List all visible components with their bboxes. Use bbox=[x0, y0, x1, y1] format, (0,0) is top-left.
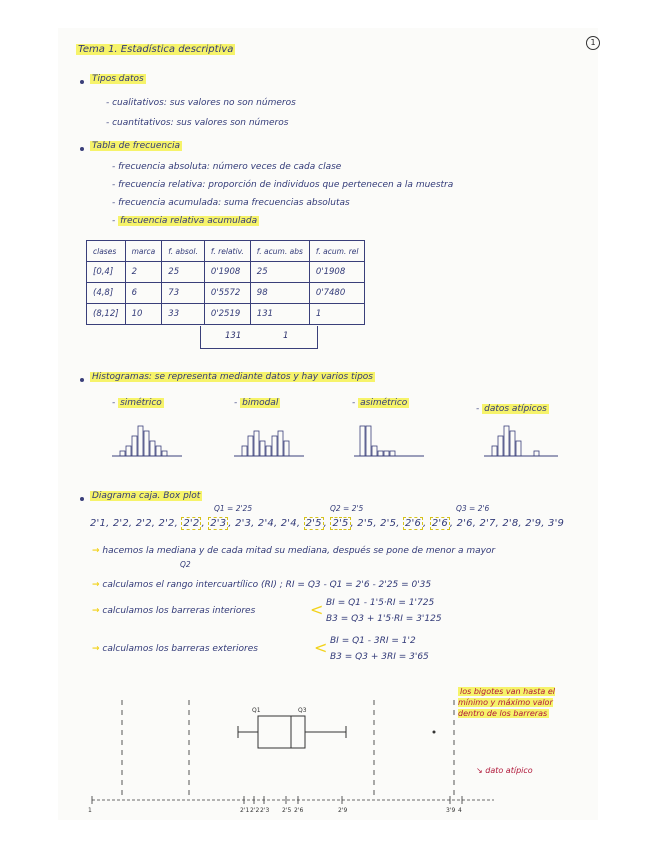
table-cell: 1 bbox=[309, 304, 365, 325]
hist-bar bbox=[120, 451, 125, 456]
data-value: 2'1 bbox=[90, 518, 107, 529]
data-value: 2'5 bbox=[357, 518, 374, 529]
step-4: → calculamos los barreras exteriores bbox=[92, 644, 258, 654]
table-cell: 25 bbox=[250, 262, 309, 283]
data-value: 2'5 bbox=[332, 518, 349, 529]
hist-bar bbox=[162, 451, 167, 456]
histogram-outliers bbox=[484, 420, 558, 460]
data-value: 2'8 bbox=[502, 518, 519, 529]
hist-bar bbox=[278, 431, 283, 456]
freq-item: - frecuencia relativa acumulada bbox=[112, 216, 258, 226]
table-header: marca bbox=[125, 241, 162, 262]
frequency-table bbox=[86, 240, 365, 325]
freq-item: - frecuencia acumulada: suma frecuencias absolutas bbox=[112, 198, 350, 208]
q3-label: Q3 = 2'6 bbox=[456, 504, 490, 513]
table-header: f. acum. abs bbox=[250, 241, 309, 262]
data-value: 3'9 bbox=[548, 518, 565, 529]
hist-bar bbox=[272, 436, 277, 456]
plot-q1-label: Q1 bbox=[252, 707, 261, 714]
hist-bar bbox=[384, 451, 389, 456]
table-cell: 33 bbox=[162, 304, 205, 325]
hist-bar bbox=[284, 441, 289, 456]
step-1: → hacemos la mediana y de cada mitad su mediana, después se pone de menor a mayor bbox=[92, 546, 496, 556]
tipo-item: - cuantitativos: sus valores son números bbox=[106, 118, 289, 128]
data-value: 2'6 bbox=[456, 518, 473, 529]
ordered-data: 2'1, 2'2, 2'2, 2'2, 2'2 , 2'3 , 2'3, 2'4, 2'4, 2'5 , 2'5 , 2'5, 2'5, 2'6 , 2'6 , 2'6, 2'7, 2'8, 2'9, 3'9 bbox=[90, 518, 565, 529]
table-cell: 25 bbox=[162, 262, 205, 283]
hist-bar bbox=[156, 446, 161, 456]
box bbox=[258, 716, 305, 748]
hist-bar bbox=[366, 426, 371, 456]
step-1-sub: Q2 bbox=[180, 560, 191, 569]
brace-icon: < bbox=[310, 600, 324, 619]
table-row bbox=[87, 304, 365, 325]
brace-icon: < bbox=[314, 638, 328, 657]
axis-tick-label: 4 bbox=[458, 807, 462, 814]
table-row bbox=[87, 262, 365, 283]
table-cell: 73 bbox=[162, 283, 205, 304]
total-absolute: 131 bbox=[225, 331, 242, 341]
hist-bar bbox=[266, 446, 271, 456]
data-value: 2'3 bbox=[210, 518, 227, 529]
hist-bar bbox=[360, 426, 365, 456]
table-cell: [0,4] bbox=[87, 262, 126, 283]
hist-bar bbox=[248, 436, 253, 456]
axis-tick-label: 1 bbox=[88, 807, 92, 814]
table-cell: 98 bbox=[250, 283, 309, 304]
plot-q3-label: Q3 bbox=[298, 707, 307, 714]
bullet bbox=[80, 497, 84, 501]
hist-bar bbox=[144, 431, 149, 456]
data-value: 2'2 bbox=[183, 518, 200, 529]
axis-tick-label: 3'9 bbox=[446, 807, 456, 814]
data-value: 2'6 bbox=[404, 518, 422, 529]
hist-bar bbox=[492, 446, 497, 456]
table-header: f. relativ. bbox=[204, 241, 250, 262]
bullet bbox=[80, 378, 84, 382]
table-cell: 0'1908 bbox=[204, 262, 250, 283]
hist-type-label: - simétrico bbox=[112, 398, 162, 408]
table-header-row bbox=[87, 241, 365, 262]
data-value: 2'2 bbox=[135, 518, 152, 529]
data-value: 2'9 bbox=[525, 518, 542, 529]
table-header: clases bbox=[87, 241, 126, 262]
hist-bar bbox=[390, 451, 395, 456]
axis-tick-label: 2'5 bbox=[282, 807, 292, 814]
hist-bar bbox=[372, 446, 377, 456]
barrera-interior: BI = Q1 - 1'5·RI = 1'725 bbox=[326, 598, 435, 608]
q2-label: Q2 = 2'5 bbox=[330, 504, 364, 513]
section-tipos-datos: Tipos datos bbox=[92, 74, 144, 84]
hist-bar bbox=[260, 441, 265, 456]
data-value: 2'3 bbox=[235, 518, 252, 529]
section-boxplot: Diagrama caja. Box plot bbox=[92, 491, 201, 501]
total-relative: 1 bbox=[283, 331, 289, 341]
step-3: → calculamos los barreras interiores bbox=[92, 606, 256, 616]
table-row bbox=[87, 283, 365, 304]
hist-bar bbox=[516, 441, 521, 456]
table-cell: (4,8] bbox=[87, 283, 126, 304]
section-tabla-frecuencia: Tabla de frecuencia bbox=[92, 141, 181, 151]
hist-bar bbox=[378, 451, 383, 456]
bullet bbox=[80, 80, 84, 84]
table-cell: 131 bbox=[250, 304, 309, 325]
freq-item: - frecuencia relativa: proporción de individuos que pertenecen a la muestra bbox=[112, 180, 454, 190]
data-value: 2'2 bbox=[158, 518, 175, 529]
hist-bar bbox=[138, 426, 143, 456]
hist-bar bbox=[534, 451, 539, 456]
page-title bbox=[76, 44, 235, 55]
data-value: 2'5 bbox=[380, 518, 397, 529]
hist-bar bbox=[498, 436, 503, 456]
data-value: 2'4 bbox=[257, 518, 274, 529]
data-value: 2'5 bbox=[305, 518, 322, 529]
table-cell: 2 bbox=[125, 262, 162, 283]
freq-item: - frecuencia absoluta: número veces de cada clase bbox=[112, 162, 342, 172]
hist-type-label: - bimodal bbox=[234, 398, 279, 408]
hist-bar bbox=[242, 446, 247, 456]
hist-bar bbox=[254, 431, 259, 456]
table-totals bbox=[200, 326, 318, 349]
barrera-exterior: BI = Q1 - 3RI = 1'2 bbox=[330, 636, 416, 646]
axis-tick-label: 2'2 bbox=[250, 807, 260, 814]
data-value: 2'2 bbox=[112, 518, 129, 529]
hist-type-label: - datos atípicos bbox=[476, 404, 547, 414]
table-cell: 0'1908 bbox=[309, 262, 365, 283]
histogram-symmetric bbox=[112, 420, 182, 460]
hist-type-label: - asimétrico bbox=[352, 398, 408, 408]
whisker-note: los bigotes van hasta el mínimo y máximo valor dentro de los barreras bbox=[458, 687, 555, 718]
data-value: 2'4 bbox=[280, 518, 297, 529]
histogram-asymmetric bbox=[354, 420, 424, 460]
barrera-exterior: B3 = Q3 + 3RI = 3'65 bbox=[330, 652, 429, 662]
hist-bar bbox=[150, 441, 155, 456]
outlier-note: ↘ dato atípico bbox=[476, 766, 533, 775]
axis-tick-label: 2'6 bbox=[294, 807, 304, 814]
step-2: → calculamos el rango intercuartílico (RI) ; RI = Q3 - Q1 = 2'6 - 2'25 = 0'35 bbox=[92, 580, 432, 590]
barrera-interior: B3 = Q3 + 1'5·RI = 3'125 bbox=[326, 614, 442, 624]
data-value: 2'6 bbox=[431, 518, 448, 529]
axis-tick-label: 2'3 bbox=[260, 807, 270, 814]
outlier-point bbox=[433, 731, 436, 734]
axis-tick-label: 2'9 bbox=[338, 807, 348, 814]
axis-ticks bbox=[88, 796, 462, 814]
section-histogramas: Histogramas: se representa mediante datos y hay varios tipos bbox=[92, 372, 373, 382]
table-cell: 6 bbox=[125, 283, 162, 304]
data-value: 2'7 bbox=[479, 518, 496, 529]
q1-label: Q1 = 2'25 bbox=[214, 504, 253, 513]
hist-bar bbox=[504, 426, 509, 456]
tipo-item: - cualitativos: sus valores no son números bbox=[106, 98, 296, 108]
table-cell: 0'5572 bbox=[204, 283, 250, 304]
axis-tick-label: 2'1 bbox=[240, 807, 250, 814]
boxplot-drawing bbox=[84, 692, 504, 814]
table-header: f. absol. bbox=[162, 241, 205, 262]
page-number: 1 bbox=[586, 36, 600, 50]
table-cell: 0'2519 bbox=[204, 304, 250, 325]
hist-bar bbox=[132, 436, 137, 456]
histogram-bimodal bbox=[234, 420, 304, 460]
bullet bbox=[80, 147, 84, 151]
table-cell: 0'7480 bbox=[309, 283, 365, 304]
title-text: Tema 1. Estadística descriptiva bbox=[78, 44, 234, 55]
table-cell: 10 bbox=[125, 304, 162, 325]
table-cell: (8,12] bbox=[87, 304, 126, 325]
hist-bar bbox=[126, 446, 131, 456]
table-header: f. acum. rel bbox=[309, 241, 365, 262]
hist-bar bbox=[510, 431, 515, 456]
